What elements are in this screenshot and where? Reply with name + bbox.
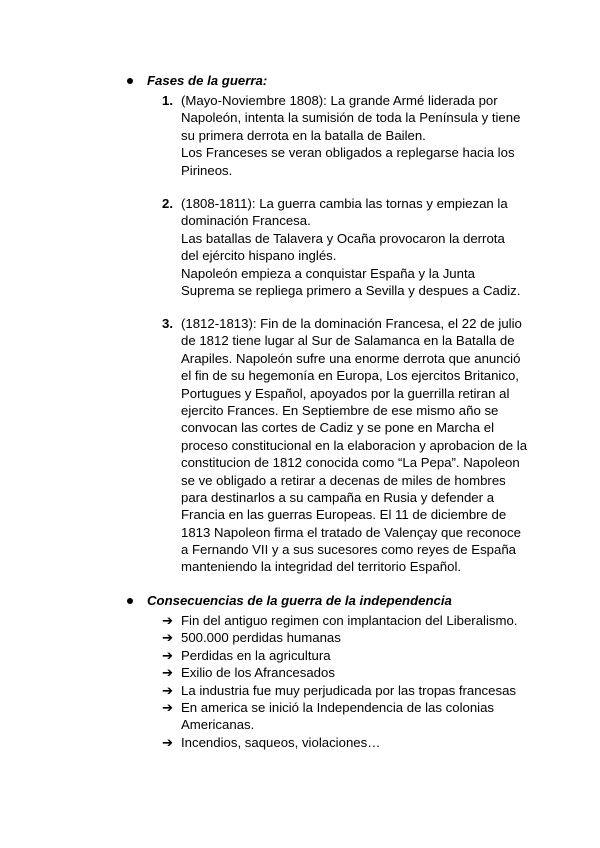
phase-number: 2. [162, 196, 173, 211]
section-fases [0, 72, 600, 90]
text-line: proceso constitucional en la elaboracion y aprobacion de la [181, 437, 528, 453]
list-item [0, 629, 600, 646]
text-line: Napoleón empieza a conquistar España y la Junta [181, 265, 475, 281]
bullet-icon [127, 78, 133, 84]
text-line: Pirineos. [181, 162, 233, 178]
text-line: Arapiles. Napoleón sufre una enorme derrota que anunció [181, 350, 521, 366]
text-line: convocan las cortes de Cadiz y se pone en Marcha el [181, 420, 495, 436]
arrow-right-icon: ➔ [162, 630, 174, 646]
text-line: constitucion de 1812 conocida como “La Pepa”. Napoleon [181, 455, 520, 471]
text-line: Francia en las guerras Europeas. El 11 de diciembre de [181, 507, 507, 523]
list-item [0, 699, 600, 734]
text-line: Los Franceses se veran obligados a replegarse hacia los [181, 145, 515, 161]
section-consecuencias [0, 592, 600, 610]
arrow-right-icon: ➔ [162, 682, 174, 698]
arrow-right-icon: ➔ [162, 665, 174, 681]
list-item [0, 664, 600, 681]
text-line: del ejército hispano inglés. [181, 248, 337, 264]
phase-number: 1. [162, 93, 173, 108]
phase-number: 3. [162, 316, 173, 331]
text-line: Perdidas en la agricultura [181, 647, 331, 663]
text-line: para destinarlos a su campaña en Rusia y defender a [181, 489, 495, 505]
text-line: manteniendo la integridad del territorio Español. [181, 559, 462, 575]
section-heading: Consecuencias de la guerra de la independencia [147, 593, 452, 608]
phase-text [181, 195, 531, 299]
section-heading-row [0, 592, 600, 610]
list-item [0, 734, 600, 751]
text-line: Americanas. [181, 717, 255, 733]
phase-text [181, 92, 531, 179]
list-item [0, 612, 600, 629]
arrow-right-icon: ➔ [162, 699, 174, 715]
text-line: (1808-1811): La guerra cambia las tornas y empiezan la [181, 196, 508, 211]
text-line: Portugues y Español, apoyados por la guerrilla retiran al [181, 385, 510, 401]
text-line: a Fernando VII y a sus sucesores como reyes de España [181, 542, 516, 558]
text-line: se ve obligado a retirar a decenas de miles de hombres [181, 472, 506, 488]
phase-text [181, 315, 531, 576]
arrow-right-icon: ➔ [162, 734, 174, 750]
section-heading-row [0, 72, 600, 90]
text-line: En america se inició la Independencia de las colonias [181, 699, 495, 715]
arrow-right-icon: ➔ [162, 613, 174, 628]
text-line: La industria fue muy perjudicada por las tropas francesas [181, 682, 516, 698]
bullet-icon [127, 598, 133, 604]
text-line: de 1812 tiene lugar al Sur de Salamanca en la Batalla de [181, 333, 515, 349]
text-line: Fin del antiguo regimen con implantacion del Liberalismo. [181, 613, 518, 628]
text-line: ejercito Frances. En Septiembre de ese mismo año se [181, 402, 499, 418]
list-item [0, 647, 600, 664]
text-line: Incendios, saqueos, violaciones… [181, 734, 381, 750]
consequences-list [0, 612, 600, 751]
text-line: dominación Francesa. [181, 213, 311, 229]
text-line: el fin de su hegemonía en Europa, Los ejercitos Britanico, [181, 368, 519, 384]
text-line: Exilio de los Afrancesados [181, 665, 335, 681]
text-line: Las batallas de Talavera y Ocaña provocaron la derrota [181, 230, 505, 246]
text-line: su primera derrota en la batalla de Bailen. [181, 127, 426, 143]
text-line: Suprema se repliega primero a Sevilla y despues a Cadiz. [181, 282, 521, 298]
section-heading: Fases de la guerra: [147, 73, 268, 88]
text-line: (Mayo-Noviembre 1808): La grande Armé liderada por [181, 93, 498, 108]
text-line: 500.000 perdidas humanas [181, 630, 341, 646]
list-item [0, 682, 600, 699]
text-line: 1813 Napoleon firma el tratado de Valençay que reconoce [181, 524, 521, 540]
text-line: (1812-1813): Fin de la dominación Francesa, el 22 de julio [181, 316, 522, 331]
arrow-right-icon: ➔ [162, 647, 174, 663]
text-line: Napoleón, intenta la sumisión de toda la Península y tiene [181, 110, 521, 126]
